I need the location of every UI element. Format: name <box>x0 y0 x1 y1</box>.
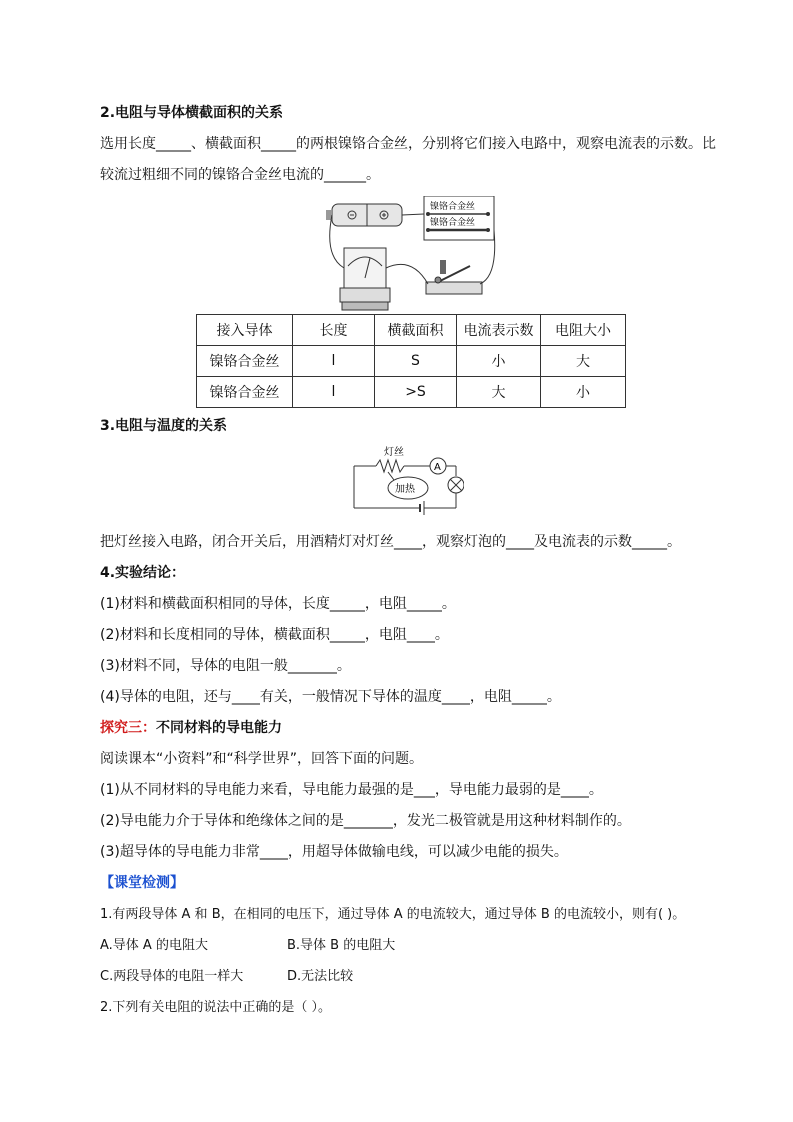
table-cell: 大 <box>541 346 626 377</box>
q1-option-a: A.导体 A 的电阻大 <box>100 938 208 953</box>
table-header-cell: 接入导体 <box>197 315 293 346</box>
section-2-title: 2.电阻与导体横截面积的关系 <box>100 105 284 121</box>
section-2-paragraph-2: 较流过粗细不同的镍铬合金丝电流的______。 <box>100 167 380 183</box>
switch-icon <box>426 260 482 294</box>
table-cell: 小 <box>457 346 541 377</box>
explore-3-prefix: 探究三： <box>100 720 156 736</box>
classroom-check-title: 【课堂检测】 <box>100 875 184 891</box>
heating-callout <box>388 472 428 499</box>
table-cell: 镍铬合金丝 <box>197 346 293 377</box>
explore-3-title-text: 不同材料的导电能力 <box>156 720 282 736</box>
explore-item: (1)从不同材料的导电能力来看，导电能力最强的是___，导电能力最弱的是____。 <box>100 782 603 798</box>
table-row <box>197 346 626 377</box>
ammeter-icon <box>340 248 390 310</box>
table-cell: 大 <box>457 377 541 408</box>
question-1: 1.有两段导体 A 和 B，在相同的电压下，通过导体 A 的电流较大，通过导体 B 的电流较小，则有( )。 <box>100 907 686 922</box>
explore-item: (3)超导体的导电能力非常____，用超导体做输电线，可以减少电能的损失。 <box>100 844 568 860</box>
svg-text:A: A <box>434 462 441 473</box>
question-2: 2.下列有关电阻的说法中正确的是（ ）。 <box>100 1000 332 1015</box>
table-cell: l <box>293 377 375 408</box>
lamp-icon <box>448 477 464 493</box>
svg-text:加热: 加热 <box>395 484 415 495</box>
filament-label: 灯丝 <box>384 447 404 458</box>
section-2-paragraph-1: 选用长度_____、横截面积_____的两根镍铬合金丝，分别将它们接入电路中，观察电流表的示数。比 <box>100 136 716 152</box>
conclusion-item: (1)材料和横截面积相同的导体，长度_____，电阻_____。 <box>100 596 456 612</box>
ammeter-symbol <box>430 458 446 474</box>
section-3-paragraph: 把灯丝接入电路，闭合开关后，用酒精灯对灯丝____，观察灯泡的____及电流表的示数_____。 <box>100 534 681 550</box>
table-header-cell: 电流表示数 <box>457 315 541 346</box>
q1-option-b: B.导体 B 的电阻大 <box>287 938 396 953</box>
explore-3-title <box>100 719 282 737</box>
wire-label-2: 镍铬合金丝 <box>430 218 476 228</box>
explore-3-intro: 阅读课本“小资料”和“科学世界”，回答下面的问题。 <box>100 751 424 767</box>
table-cell: >S <box>375 377 457 408</box>
table-cell: 镍铬合金丝 <box>197 377 293 408</box>
conclusion-item: (2)材料和长度相同的导体，横截面积_____，电阻____。 <box>100 627 449 643</box>
section-3-title: 3.电阻与温度的关系 <box>100 418 228 434</box>
table-header-row <box>197 315 626 346</box>
table-header-cell: 长度 <box>293 315 375 346</box>
results-table <box>196 314 626 408</box>
battery-icon <box>326 204 402 226</box>
conclusion-item: (4)导体的电阻，还与____有关，一般情况下导体的温度____，电阻_____。 <box>100 689 561 705</box>
conclusion-item: (3)材料不同，导体的电阻一般_______。 <box>100 658 351 674</box>
section-4-title: 4.实验结论： <box>100 565 186 581</box>
table-cell: S <box>375 346 457 377</box>
wire-label-1: 镍铬合金丝 <box>430 202 476 212</box>
table-header-cell: 电阻大小 <box>541 315 626 346</box>
table-cell: l <box>293 346 375 377</box>
wire-board <box>424 196 494 240</box>
circuit-figure-temperature <box>352 446 464 518</box>
table-cell: 小 <box>541 377 626 408</box>
table-row <box>197 377 626 408</box>
q1-option-d: D.无法比较 <box>287 969 354 984</box>
q1-option-c: C.两段导体的电阻一样大 <box>100 969 244 984</box>
explore-item: (2)导电能力介于导体和绝缘体之间的是_______，发光二极管就是用这种材料制作的。 <box>100 813 631 829</box>
table-header-cell: 横截面积 <box>375 315 457 346</box>
resistor-icon <box>376 460 404 472</box>
circuit-figure-cross-section <box>322 196 498 314</box>
